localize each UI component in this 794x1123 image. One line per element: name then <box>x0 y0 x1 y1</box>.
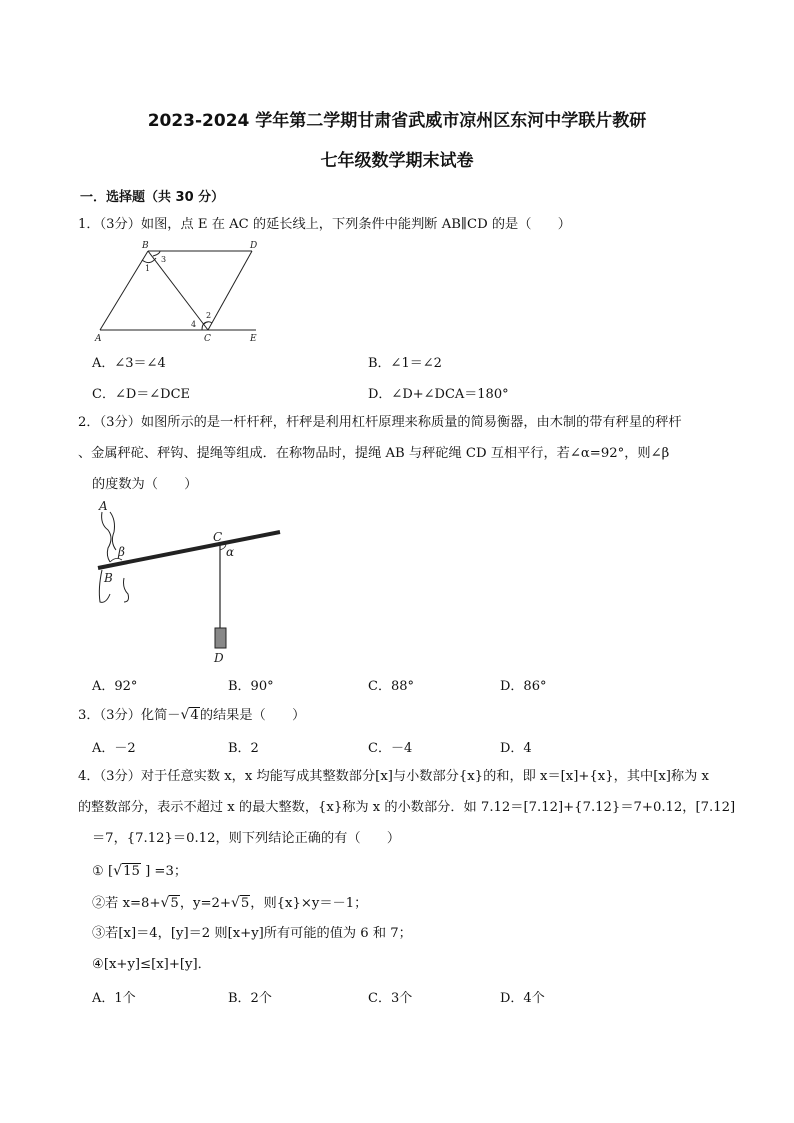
q2-stem-line3: 的度数为（ ） <box>92 477 198 492</box>
q4-s2-radical2: √5 <box>230 895 250 911</box>
q2-lifting-rope <box>102 512 111 562</box>
q2-counterweight <box>215 628 226 648</box>
q4-stem-line3: ＝7，{7.12}＝0.12，则下列结论正确的有（ ） <box>92 831 401 846</box>
section-heading: 一．选择题（共 30 分） <box>80 190 225 205</box>
q4-statement-2 <box>92 894 367 913</box>
q4-stem-line1: 4．（3分）对于任意实数 x，x 均能写成其整数部分[x]与小数部分{x}的和，即 x＝[x]+{x}，其中[x]称为 x <box>78 769 709 784</box>
q2-option-c[interactable]: C．88° <box>368 679 414 694</box>
q1-label-angle2: 2 <box>206 311 212 320</box>
q4-s2-mid: ，y=2+ <box>179 896 231 911</box>
q2-option-a[interactable]: A．92° <box>92 679 138 694</box>
q3-option-c[interactable]: C．－4 <box>368 741 413 756</box>
q4-option-d[interactable]: D．4个 <box>500 991 545 1006</box>
q3-option-a[interactable]: A．－2 <box>92 741 136 756</box>
q4-s2-radicand1: 5 <box>170 896 179 911</box>
q1-angle3-arc <box>153 251 160 256</box>
q2-figure <box>88 498 288 668</box>
page-title-line1: 2023-2024 学年第二学期甘肃省武威市凉州区东河中学联片教研 <box>147 111 647 131</box>
q1-option-a[interactable]: A．∠3＝∠4 <box>92 356 166 371</box>
q3-stem-before: 3．（3分）化简－ <box>78 708 181 723</box>
q3-stem-after: 的结果是（ ） <box>199 708 306 723</box>
q2-label-beta: β <box>118 545 125 559</box>
q3-option-b[interactable]: B．2 <box>228 741 259 756</box>
q1-label-d: D <box>250 241 258 251</box>
q4-s1-before: ① [ <box>92 864 114 879</box>
q4-s1-radical: √15 <box>113 863 140 879</box>
q2-rope-hand <box>110 512 116 550</box>
q2-option-d[interactable]: D．86° <box>500 679 547 694</box>
q3-option-d[interactable]: D．4 <box>500 741 532 756</box>
q1-line-bc <box>148 251 208 330</box>
q3-radicand: 4 <box>190 708 199 723</box>
q4-option-b[interactable]: B．2个 <box>228 991 272 1006</box>
q4-option-c[interactable]: C．3个 <box>368 991 413 1006</box>
q4-s1-radicand: 15 <box>123 864 140 879</box>
q1-line-cd <box>208 251 252 330</box>
q3-radical: √4 <box>180 707 199 723</box>
q1-line-ab <box>100 251 151 330</box>
q1-label-e: E <box>250 334 257 344</box>
q2-stem-line2: 、金属秤砣、秤钩、提绳等组成．在称物品时，提绳 AB 与秤砣绳 CD 互相平行，若∠α=92°，则∠β <box>78 446 670 461</box>
q1-label-angle4: 4 <box>191 320 197 329</box>
q1-figure <box>90 236 270 346</box>
q1-option-d[interactable]: D．∠D+∠DCA＝180° <box>368 387 509 402</box>
q2-hook-right <box>124 578 129 602</box>
page-title-line2: 七年级数学期末试卷 <box>320 151 474 171</box>
q2-label-b: B <box>104 571 113 585</box>
q2-label-c: C <box>213 530 223 544</box>
q1-option-b[interactable]: B．∠1＝∠2 <box>368 356 442 371</box>
q1-label-angle1: 1 <box>145 264 151 273</box>
q2-label-alpha: α <box>226 545 235 559</box>
q4-statement-1 <box>92 862 187 881</box>
q3-stem <box>78 706 305 725</box>
q1-option-c[interactable]: C．∠D＝∠DCE <box>92 387 191 402</box>
q2-steelyard-beam <box>98 532 280 568</box>
q4-stem-line2: 的整数部分，表示不超过 x 的最大整数，{x}称为 x 的小数部分．如 7.12＝[7.12]+{7.12}＝7+0.12，[7.12] <box>78 800 736 815</box>
q1-stem: 1．（3分）如图，点 E 在 AC 的延长线上，下列条件中能判断 AB∥CD 的是（ ） <box>78 217 571 232</box>
q4-s1-after: ] =3； <box>140 864 188 879</box>
q2-label-a: A <box>99 499 108 513</box>
q1-label-angle3: 3 <box>161 255 167 264</box>
q4-option-a[interactable]: A．1个 <box>92 991 136 1006</box>
q4-s2-after: ，则{x}×y＝－1； <box>250 896 368 911</box>
q4-statement-3: ③若[x]＝4，[y]＝2 则[x+y]所有可能的值为 6 和 7； <box>92 926 412 941</box>
q4-s2-radical1: √5 <box>160 895 179 911</box>
q2-stem-line1: 2．（3分）如图所示的是一杆杆秤，杆秤是利用杠杆原理来称质量的简易衡器，由木制的带有秤星的秤杆 <box>78 415 682 430</box>
q1-label-c: C <box>204 334 211 344</box>
q4-s2-radicand2: 5 <box>240 896 250 911</box>
q2-option-b[interactable]: B．90° <box>228 679 274 694</box>
q1-label-a: A <box>95 334 102 344</box>
q2-label-d: D <box>214 651 224 665</box>
q1-label-b: B <box>142 241 149 251</box>
q4-statement-4: ④[x+y]≤[x]+[y]． <box>92 957 211 972</box>
q4-s2-before: ②若 x=8+ <box>92 896 161 911</box>
